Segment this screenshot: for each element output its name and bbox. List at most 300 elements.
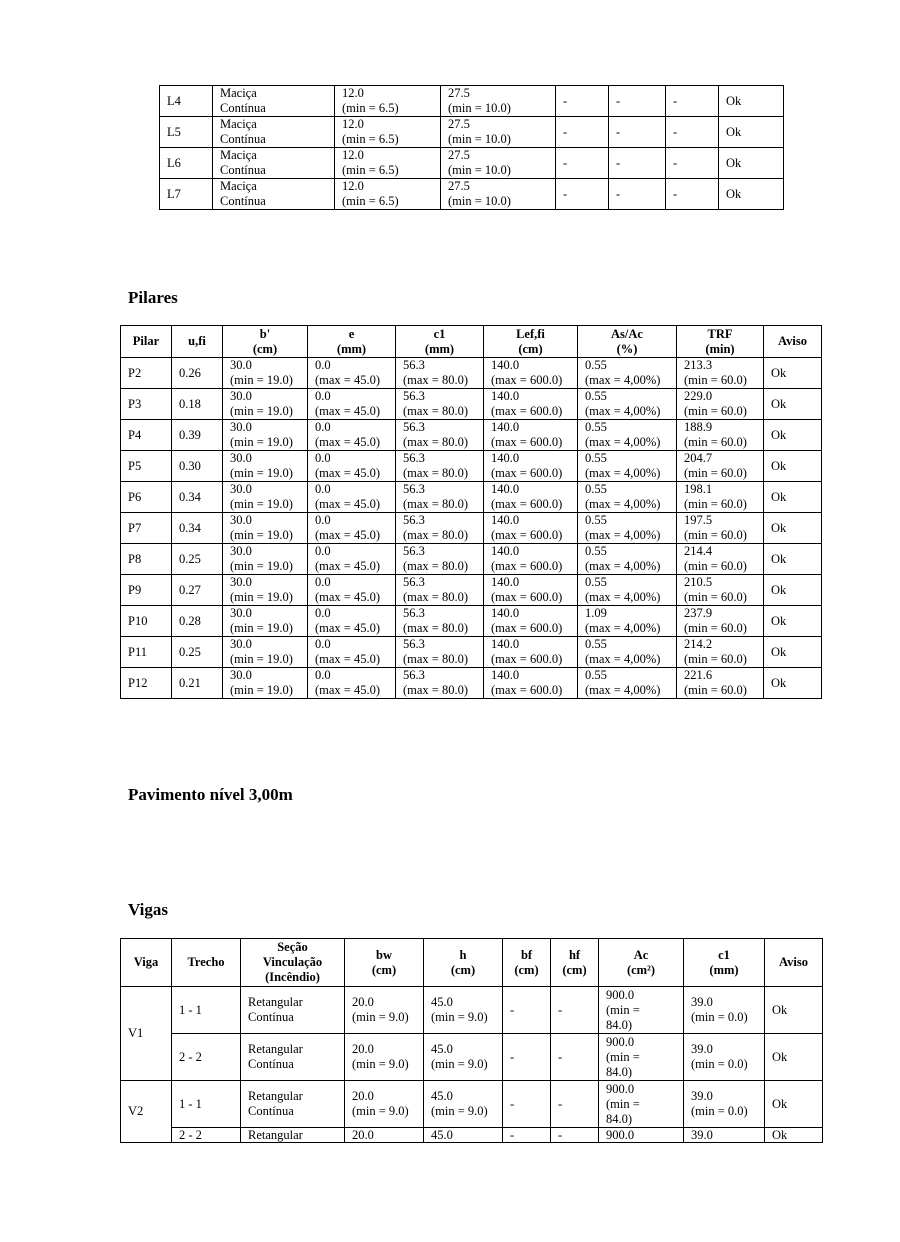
pillar-header-line: (min) [705,341,735,356]
slab-cell-c1: - [556,179,609,210]
table-row [121,544,822,575]
pillar-cell-b [223,482,308,513]
slab-table [159,85,784,210]
pillar-cell-trf [677,358,764,389]
pillar-cell-lef [484,482,578,513]
pillar-cell-e-line: (max = 45.0) [315,590,381,604]
pillar-cell-c1-line: (max = 80.0) [403,435,469,449]
pillar-cell-ufi: 0.26 [172,358,223,389]
pillar-cell-trf-line: (min = 60.0) [684,528,747,542]
pillar-cell-as-line: 0.55 [585,358,607,372]
pillar-cell-trf-line: 204.7 [684,451,713,465]
beam-cell-ac [599,1081,684,1128]
pillar-cell-e [308,544,396,575]
pillar-cell-c1-line: 56.3 [403,544,425,558]
slab-cell-type-line: Maciça [220,86,257,100]
pillar-cell-lef-line: 140.0 [491,544,520,558]
pillar-cell-b-line: (min = 19.0) [230,652,293,666]
pillar-cell-as-line: (max = 4,00%) [585,683,661,697]
pillar-cell-lef-line: 140.0 [491,389,520,403]
pillar-cell-e-line: (max = 45.0) [315,621,381,635]
pillar-header-line: Aviso [778,334,807,348]
beam-cell-c1-line: (min = 0.0) [691,1010,748,1024]
pillar-cell-as-line: (max = 4,00%) [585,559,661,573]
slab-cell-type-line: Contínua [220,101,266,115]
beam-cell-ac [599,987,684,1034]
table-row [160,179,784,210]
beam-header-line: bw [376,947,392,962]
pillar-cell-trf-line: (min = 60.0) [684,466,747,480]
pillar-cell-c1-line: (max = 80.0) [403,683,469,697]
pillar-cell-as [578,606,677,637]
slab-cell-v1 [335,179,441,210]
table-row [121,389,822,420]
pillar-cell-ufi: 0.30 [172,451,223,482]
table-row [121,451,822,482]
beams-table [120,938,823,1143]
pillar-cell-ufi: 0.21 [172,668,223,699]
pillar-cell-c1 [396,420,484,451]
beam-cell-ac-line: 900.0 [606,1081,635,1096]
slab-cell-type-line: Maciça [220,117,257,131]
pillar-cell-c1-line: (max = 80.0) [403,373,469,387]
pillar-cell-c1-line: (max = 80.0) [403,590,469,604]
pillar-cell-c1-line: 56.3 [403,389,425,403]
table-row [121,1081,823,1128]
pillar-cell-id: P3 [121,389,172,420]
pillar-cell-c1-line: 56.3 [403,451,425,465]
pillar-cell-as-line: (max = 4,00%) [585,404,661,418]
pillar-cell-trf-line: (min = 60.0) [684,373,747,387]
slab-cell-aviso: Ok [719,117,784,148]
pillar-cell-as [578,389,677,420]
pillar-cell-lef-line: 140.0 [491,668,520,682]
pillar-cell-ufi: 0.18 [172,389,223,420]
pillar-cell-b-line: (min = 19.0) [230,497,293,511]
beam-cell-c1-line: (min = 0.0) [691,1104,748,1118]
pillar-cell-e-line: 0.0 [315,544,331,558]
beam-cell-bw-line: (min = 9.0) [352,1104,409,1118]
beam-cell-c1-line: 39.0 [691,995,713,1009]
pillar-cell-as-line: (max = 4,00%) [585,466,661,480]
pillar-cell-e-line: 0.0 [315,575,331,589]
pillar-cell-as-line: (max = 4,00%) [585,497,661,511]
pillar-cell-trf-line: 237.9 [684,606,713,620]
pillar-cell-lef-line: 140.0 [491,575,520,589]
pillar-cell-trf-line: 214.4 [684,544,713,558]
pillar-cell-b-line: 30.0 [230,420,252,434]
pillar-cell-lef [484,358,578,389]
beam-cell-ac-line: 84.0) [606,1064,633,1079]
pillar-cell-as [578,451,677,482]
pillar-cell-trf [677,389,764,420]
pillar-cell-ufi: 0.39 [172,420,223,451]
table-row [160,117,784,148]
slab-cell-c3: - [666,117,719,148]
pillar-cell-c1-line: 56.3 [403,606,425,620]
beam-header-line: (cm) [371,962,397,977]
beam-cell-sec-line: Retangular [248,1042,303,1056]
pillar-cell-as-line: 0.55 [585,513,607,527]
pillar-cell-as-line: 0.55 [585,544,607,558]
pillar-cell-aviso: Ok [764,451,822,482]
beam-cell-bf: - [503,987,551,1034]
pillar-cell-e [308,358,396,389]
pillar-cell-lef [484,513,578,544]
pillar-cell-trf [677,513,764,544]
pillar-cell-lef-line: (max = 600.0) [491,559,563,573]
pillar-cell-c1-line: (max = 80.0) [403,621,469,635]
pillar-cell-id: P2 [121,358,172,389]
pillar-cell-aviso: Ok [764,575,822,606]
pillar-cell-c1 [396,637,484,668]
pillar-cell-b-line: (min = 19.0) [230,466,293,480]
slab-cell-v1-line: 12.0 [342,148,364,162]
pillar-cell-c1-line: (max = 80.0) [403,497,469,511]
slab-cell-id: L5 [160,117,213,148]
pillar-cell-aviso: Ok [764,637,822,668]
table-row [121,606,822,637]
beam-cell-c1 [684,1034,765,1081]
pillar-cell-e-line: 0.0 [315,358,331,372]
beam-cell-c1 [684,1128,765,1143]
pillar-cell-c1-line: 56.3 [403,420,425,434]
slab-cell-v1-line: (min = 6.5) [342,132,399,146]
pillar-cell-as-line: 0.55 [585,420,607,434]
beam-header-line: hf [568,947,581,962]
pillar-cell-as-line: (max = 4,00%) [585,652,661,666]
pillar-cell-c1 [396,358,484,389]
pillar-cell-e-line: (max = 45.0) [315,373,381,387]
beam-cell-trecho: 2 - 2 [172,1128,241,1143]
pillar-cell-as [578,637,677,668]
pillar-cell-b-line: 30.0 [230,389,252,403]
pillar-cell-as-line: 0.55 [585,451,607,465]
beam-cell-trecho: 1 - 1 [172,987,241,1034]
pillar-cell-e-line: (max = 45.0) [315,497,381,511]
pillar-cell-aviso: Ok [764,544,822,575]
beam-cell-hf: - [551,987,599,1034]
beam-header-line: (cm) [450,962,476,977]
beam-header [503,939,551,987]
beam-header-line: (mm) [709,962,739,977]
pillar-cell-c1 [396,389,484,420]
beam-cell-h-line: (min = 9.0) [431,1104,488,1118]
pillar-cell-ufi: 0.34 [172,513,223,544]
beam-cell-sec [241,1034,345,1081]
slab-cell-c2: - [609,117,666,148]
table-row [160,148,784,179]
slab-cell-v1-line: (min = 6.5) [342,163,399,177]
slab-cell-c2: - [609,148,666,179]
beam-cell-bf: - [503,1034,551,1081]
pillar-cell-as-line: 0.55 [585,389,607,403]
slab-cell-type [213,117,335,148]
beam-cell-bw [345,1081,424,1128]
pillar-cell-c1 [396,606,484,637]
pillar-cell-b-line: 30.0 [230,575,252,589]
slab-cell-v2-line: (min = 10.0) [448,101,511,115]
slab-cell-type-line: Contínua [220,132,266,146]
pillar-cell-lef [484,451,578,482]
slab-cell-v1 [335,148,441,179]
pillar-cell-c1-line: (max = 80.0) [403,528,469,542]
pillar-cell-id: P4 [121,420,172,451]
slab-cell-type [213,179,335,210]
slab-cell-type [213,148,335,179]
beam-cell-h-line: 45.0 [431,1042,453,1056]
pillar-cell-aviso: Ok [764,482,822,513]
pillar-cell-e-line: (max = 45.0) [315,652,381,666]
pillar-cell-e-line: (max = 45.0) [315,404,381,418]
beam-header-line: (cm²) [626,962,656,977]
pillar-cell-b [223,420,308,451]
beam-cell-sec-line: Contínua [248,1104,294,1118]
pillar-cell-trf [677,575,764,606]
pillar-cell-e-line: 0.0 [315,637,331,651]
pillar-cell-as-line: 0.55 [585,575,607,589]
pillar-cell-e [308,420,396,451]
beam-cell-h [424,1081,503,1128]
beam-cell-bw [345,1128,424,1143]
beam-cell-aviso: Ok [765,1128,823,1143]
pillar-header [764,326,822,358]
beam-cell-bw-line: (min = 9.0) [352,1010,409,1024]
beam-cell-h-line: (min = 9.0) [431,1057,488,1071]
slab-cell-v1 [335,117,441,148]
beam-cell-viga: V2 [121,1081,172,1143]
slab-cell-v2 [441,148,556,179]
pillar-cell-c1 [396,575,484,606]
pillar-header [578,326,677,358]
pillar-cell-id: P7 [121,513,172,544]
pillar-cell-lef-line: (max = 600.0) [491,683,563,697]
pillar-cell-lef [484,420,578,451]
pillar-cell-as [578,513,677,544]
beam-cell-ac-line: (min = [606,1002,640,1017]
pillar-cell-as-line: 0.55 [585,637,607,651]
pillar-cell-trf-line: (min = 60.0) [684,404,747,418]
pillar-cell-c1 [396,544,484,575]
pillar-cell-lef-line: (max = 600.0) [491,435,563,449]
beam-cell-h-line: 45.0 [431,1089,453,1103]
beam-cell-h [424,1128,503,1143]
beam-header-line: Trecho [187,955,225,969]
pillar-cell-c1-line: 56.3 [403,575,425,589]
pillar-cell-trf-line: (min = 60.0) [684,559,747,573]
slab-cell-type [213,86,335,117]
pillar-cell-c1 [396,513,484,544]
beam-header-line: c1 [718,947,730,962]
pillar-header [308,326,396,358]
beam-header-line: Vinculação [262,955,323,969]
pillar-header-line: (mm) [336,341,367,356]
table-row [121,358,822,389]
pillar-cell-trf [677,606,764,637]
beam-cell-c1-line: 39.0 [691,1127,713,1142]
pillar-header-line: (cm) [252,341,278,356]
pillar-cell-trf-line: (min = 60.0) [684,590,747,604]
pillar-cell-b-line: (min = 19.0) [230,683,293,697]
pillar-cell-e [308,513,396,544]
pillar-cell-e [308,451,396,482]
pillar-cell-trf-line: 198.1 [684,482,713,496]
slab-cell-c2: - [609,179,666,210]
pillar-cell-aviso: Ok [764,358,822,389]
pillar-cell-e [308,606,396,637]
slab-cell-type-line: Maciça [220,179,257,193]
pillar-cell-b [223,668,308,699]
pillar-cell-e-line: (max = 45.0) [315,559,381,573]
pillar-cell-id: P10 [121,606,172,637]
beam-cell-c1 [684,987,765,1034]
pillar-cell-as [578,668,677,699]
pillar-cell-as [578,358,677,389]
beam-cell-hf: - [551,1128,599,1143]
pillar-cell-trf [677,544,764,575]
pillar-cell-trf-line: (min = 60.0) [684,683,747,697]
beam-cell-h-line: (min = 9.0) [431,1010,488,1024]
slab-cell-type-line: Contínua [220,163,266,177]
beam-cell-ac-line: 900.0 [606,1034,635,1049]
pillar-cell-c1-line: (max = 80.0) [403,559,469,573]
slab-cell-id: L4 [160,86,213,117]
pillar-header-line: e [348,326,355,341]
pillar-cell-e-line: 0.0 [315,389,331,403]
pillar-cell-as [578,420,677,451]
table-row [121,987,823,1034]
pillar-cell-b-line: 30.0 [230,513,252,527]
pillar-cell-e-line: (max = 45.0) [315,466,381,480]
pillar-cell-trf-line: 221.6 [684,668,713,682]
beam-cell-bw-line: 20.0 [352,995,374,1009]
pillar-cell-c1-line: 56.3 [403,482,425,496]
beam-cell-ac [599,1128,684,1143]
table-row [121,420,822,451]
slab-cell-v2 [441,86,556,117]
beam-cell-h-line: 45.0 [431,995,453,1009]
pillar-cell-trf-line: 213.3 [684,358,713,372]
beam-cell-c1-line: (min = 0.0) [691,1057,748,1071]
pillar-cell-lef-line: (max = 600.0) [491,621,563,635]
pillar-cell-e [308,575,396,606]
beam-cell-sec [241,1128,345,1143]
pillar-header-line: (cm) [518,341,543,356]
pillar-cell-b-line: (min = 19.0) [230,590,293,604]
pillar-cell-lef-line: 140.0 [491,637,520,651]
pillar-cell-c1 [396,451,484,482]
pillar-cell-trf [677,451,764,482]
table-row [121,575,822,606]
pillar-cell-lef-line: 140.0 [491,358,520,372]
pillar-header-line: c1 [433,326,446,341]
pillar-cell-id: P8 [121,544,172,575]
slab-cell-v1-line: (min = 6.5) [342,101,399,115]
pillar-cell-b [223,389,308,420]
pillar-cell-lef-line: 140.0 [491,451,520,465]
beam-cell-trecho: 1 - 1 [172,1081,241,1128]
pillar-cell-as [578,544,677,575]
beam-cell-ac [599,1034,684,1081]
beam-cell-ac-line: 900.0 [606,1127,635,1142]
beam-cell-bf: - [503,1081,551,1128]
beam-header [765,939,823,987]
pillar-cell-b [223,544,308,575]
beam-cell-sec [241,1081,345,1128]
pillar-cell-id: P6 [121,482,172,513]
beam-cell-aviso: Ok [765,987,823,1034]
pillar-cell-trf-line: 188.9 [684,420,713,434]
pillar-header-line: b' [259,326,271,341]
pillar-header [396,326,484,358]
slab-cell-type-line: Contínua [220,194,266,208]
table-row [121,668,822,699]
beam-cell-bw-line: 20.0 [352,1042,374,1056]
pillar-header [484,326,578,358]
slab-cell-v1-line: 12.0 [342,86,364,100]
pillar-cell-id: P11 [121,637,172,668]
pillar-cell-c1-line: 56.3 [403,637,425,651]
pillar-header-line: u,fi [188,334,206,348]
pillar-cell-trf-line: (min = 60.0) [684,497,747,511]
slab-cell-v1-line: 12.0 [342,179,364,193]
pillar-cell-lef-line: (max = 600.0) [491,652,563,666]
pillar-cell-lef-line: (max = 600.0) [491,528,563,542]
beam-cell-sec-line: Retangular [248,1089,303,1103]
table-row [121,1128,823,1143]
slab-cell-v2 [441,117,556,148]
pillar-cell-as-line: (max = 4,00%) [585,435,661,449]
pillar-cell-e [308,389,396,420]
pillar-cell-c1-line: 56.3 [403,358,425,372]
beam-cell-sec [241,987,345,1034]
pillar-cell-e-line: 0.0 [315,668,331,682]
slab-cell-aviso: Ok [719,86,784,117]
beam-cell-bw [345,987,424,1034]
pillar-cell-e-line: (max = 45.0) [315,683,381,697]
table-row [121,1034,823,1081]
pillar-cell-aviso: Ok [764,420,822,451]
pillar-cell-c1 [396,668,484,699]
pillar-header [223,326,308,358]
beam-cell-ac-line: (min = [606,1096,640,1111]
slab-cell-v2-line: (min = 10.0) [448,163,511,177]
pillar-cell-b-line: (min = 19.0) [230,621,293,635]
pillar-cell-b-line: 30.0 [230,637,252,651]
pillar-cell-e-line: 0.0 [315,420,331,434]
table-row [121,513,822,544]
pillar-cell-trf-line: 229.0 [684,389,713,403]
beam-cell-bw-line: 20.0 [352,1089,374,1103]
pillar-cell-e [308,482,396,513]
slab-cell-c1: - [556,117,609,148]
pillar-cell-b [223,513,308,544]
beam-cell-viga: V1 [121,987,172,1081]
pillar-cell-lef-line: (max = 600.0) [491,497,563,511]
pillar-cell-b-line: (min = 19.0) [230,528,293,542]
beam-cell-hf: - [551,1081,599,1128]
pillar-cell-as-line: 1.09 [585,606,607,620]
slab-cell-c2: - [609,86,666,117]
beam-cell-h [424,1034,503,1081]
beam-cell-c1-line: 39.0 [691,1042,713,1056]
slab-cell-type-line: Maciça [220,148,257,162]
pillar-cell-trf [677,637,764,668]
pillar-cell-c1-line: (max = 80.0) [403,466,469,480]
slab-cell-c3: - [666,86,719,117]
beam-header [345,939,424,987]
pillar-cell-b-line: 30.0 [230,544,252,558]
